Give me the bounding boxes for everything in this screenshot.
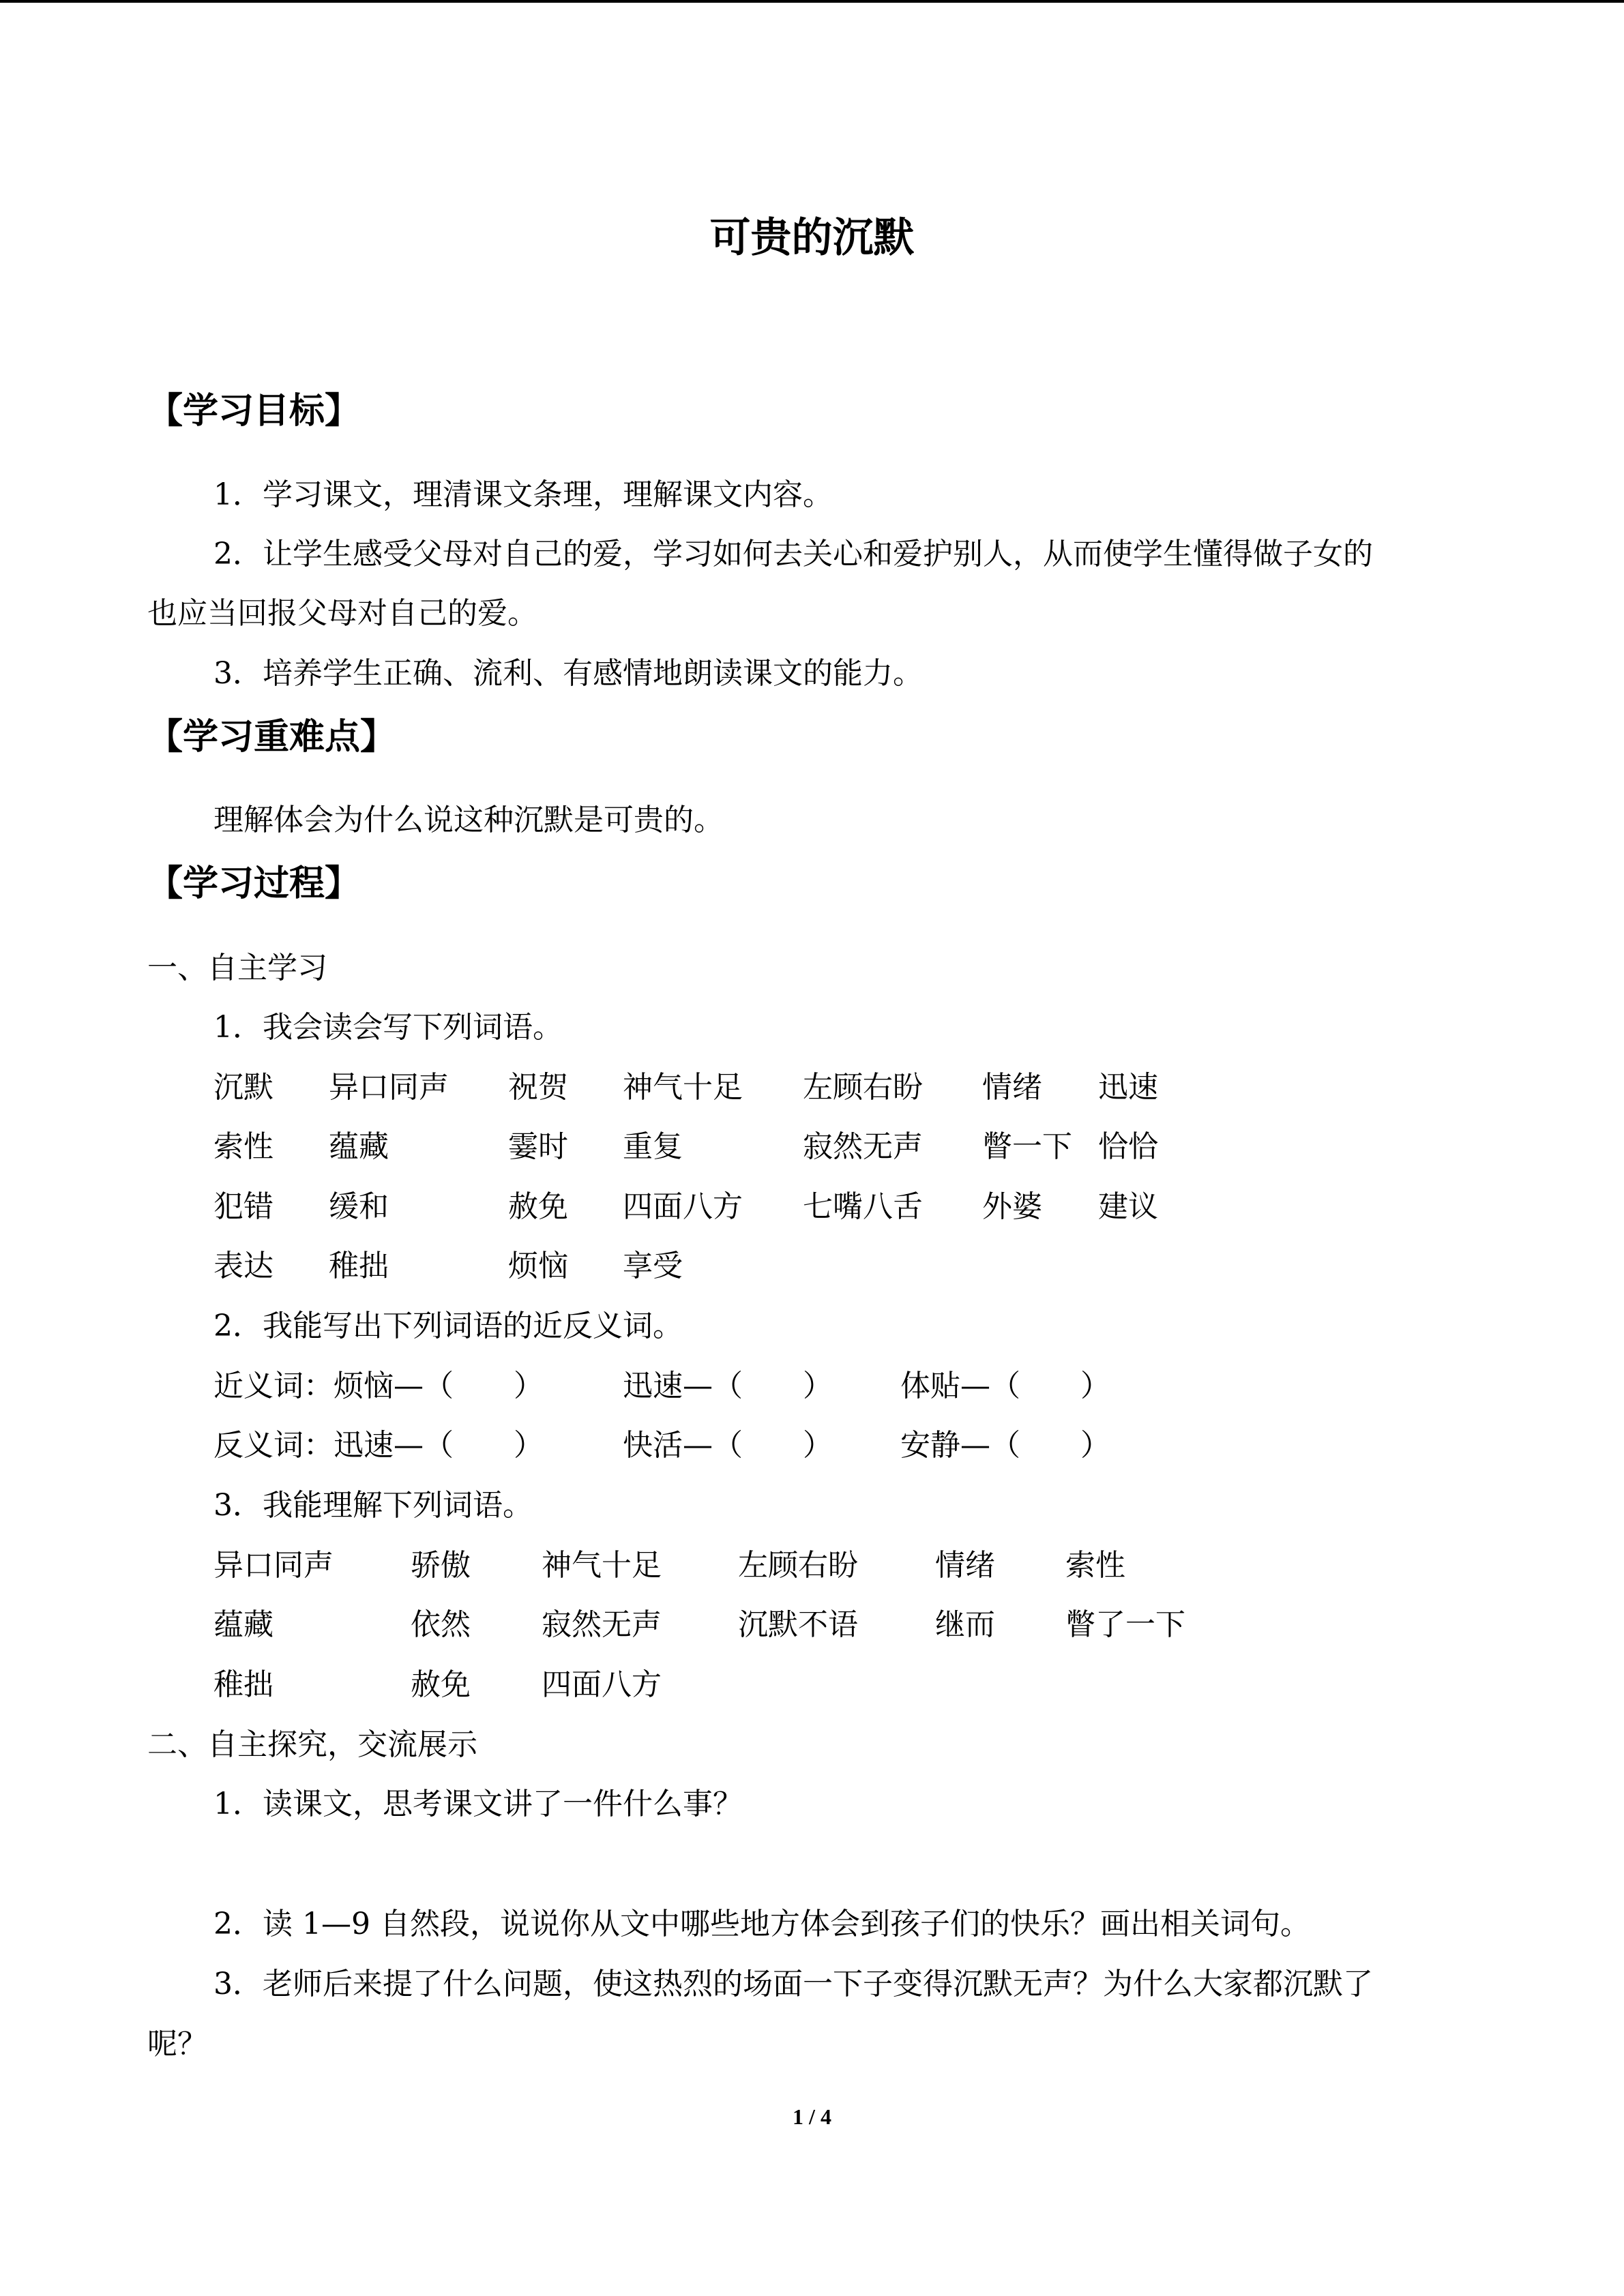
vocab-word: 左顾右盼 bbox=[803, 1070, 923, 1105]
antonym-item: 快活—（ ） bbox=[623, 1428, 833, 1463]
vocab-word: 缓和 bbox=[329, 1189, 389, 1224]
vocab-word: 享受 bbox=[623, 1249, 683, 1283]
vocab-word: 建议 bbox=[1098, 1189, 1158, 1224]
section-heading-process: 【学习过程】 bbox=[147, 863, 361, 904]
vocab-word: 烦恼 bbox=[508, 1249, 568, 1283]
vocab-word: 重复 bbox=[623, 1129, 683, 1164]
key-points-text: 理解体会为什么说这种沉默是可贵的。 bbox=[213, 803, 724, 837]
understand-word: 神气十足 bbox=[542, 1548, 662, 1583]
part2-question-3: 3．老师后来提了什么问题，使这热烈的场面一下子变得沉默无声？为什么大家都沉默了 bbox=[213, 1967, 1373, 2001]
understand-word: 赦免 bbox=[411, 1667, 471, 1702]
vocab-word: 四面八方 bbox=[623, 1189, 743, 1224]
vocab-word: 异口同声 bbox=[329, 1070, 449, 1105]
document-title: 可贵的沉默 bbox=[709, 214, 915, 262]
understand-word: 依然 bbox=[411, 1607, 471, 1642]
vocab-word: 神气十足 bbox=[623, 1070, 743, 1105]
section-heading-key-points: 【学习重难点】 bbox=[147, 717, 396, 758]
synonym-row bbox=[0, 1369, 1624, 1410]
vocab-word: 寂然无声 bbox=[803, 1129, 923, 1164]
page-top-border bbox=[0, 0, 1624, 3]
vocab-word: 恰恰 bbox=[1098, 1129, 1158, 1164]
understand-word: 继而 bbox=[935, 1607, 995, 1642]
antonym-item: 反义词：迅速—（ ） bbox=[213, 1428, 544, 1463]
section-heading-goals: 【学习目标】 bbox=[147, 391, 361, 432]
understand-row-3 bbox=[0, 1667, 1624, 1708]
vocab-word: 索性 bbox=[213, 1129, 274, 1164]
vocab-row-1 bbox=[0, 1070, 1624, 1111]
synonym-item: 近义词：烦恼—（ ） bbox=[213, 1369, 544, 1403]
page-number: 1 / 4 bbox=[793, 2104, 831, 2129]
vocab-row-4 bbox=[0, 1249, 1624, 1289]
vocab-word: 沉默 bbox=[213, 1070, 274, 1105]
antonym-row bbox=[0, 1428, 1624, 1469]
understand-word: 骄傲 bbox=[411, 1548, 471, 1583]
understand-word: 沉默不语 bbox=[738, 1607, 858, 1642]
goal-item-1: 1．学习课文，理清课文条理，理解课文内容。 bbox=[213, 477, 833, 512]
vocab-word: 蕴藏 bbox=[329, 1129, 389, 1164]
part2-heading: 二、自主探究，交流展示 bbox=[147, 1727, 477, 1762]
vocab-word: 稚拙 bbox=[329, 1249, 389, 1283]
part2-question-1: 1．读课文，思考课文讲了一件什么事？ bbox=[213, 1787, 743, 1821]
part1-question-2: 2．我能写出下列词语的近反义词。 bbox=[213, 1309, 683, 1343]
part2-question-3-continued: 呢？ bbox=[147, 2027, 207, 2061]
antonym-item: 安静—（ ） bbox=[900, 1428, 1110, 1463]
understand-word: 蕴藏 bbox=[213, 1607, 274, 1642]
vocab-word: 迅速 bbox=[1098, 1070, 1158, 1105]
part1-heading: 一、自主学习 bbox=[147, 951, 327, 985]
understand-word: 稚拙 bbox=[213, 1667, 274, 1702]
part1-question-1: 1．我会读会写下列词语。 bbox=[213, 1010, 563, 1045]
vocab-word: 情绪 bbox=[982, 1070, 1042, 1105]
vocab-word: 赦免 bbox=[508, 1189, 568, 1224]
vocab-row-3 bbox=[0, 1189, 1624, 1230]
understand-word: 四面八方 bbox=[542, 1667, 662, 1702]
synonym-item: 迅速—（ ） bbox=[623, 1369, 833, 1403]
understand-word: 情绪 bbox=[935, 1548, 995, 1583]
part2-question-2: 2．读 1—9 自然段，说说你从文中哪些地方体会到孩子们的快乐？画出相关词句。 bbox=[213, 1907, 1310, 1941]
vocab-word: 祝贺 bbox=[508, 1070, 568, 1105]
goal-item-2-continued: 也应当回报父母对自己的爱。 bbox=[147, 596, 537, 631]
goal-item-2: 2．让学生感受父母对自己的爱，学习如何去关心和爱护别人，从而使学生懂得做子女的 bbox=[213, 537, 1373, 571]
vocab-word: 外婆 bbox=[982, 1189, 1042, 1224]
vocab-row-2 bbox=[0, 1129, 1624, 1170]
understand-word: 左顾右盼 bbox=[738, 1548, 858, 1583]
understand-word: 索性 bbox=[1065, 1548, 1125, 1583]
understand-word: 瞥了一下 bbox=[1065, 1607, 1185, 1642]
synonym-item: 体贴—（ ） bbox=[900, 1369, 1110, 1403]
vocab-word: 七嘴八舌 bbox=[803, 1189, 923, 1224]
understand-word: 寂然无声 bbox=[542, 1607, 662, 1642]
vocab-word: 表达 bbox=[213, 1249, 274, 1283]
understand-word: 异口同声 bbox=[213, 1548, 334, 1583]
goal-item-3: 3．培养学生正确、流利、有感情地朗读课文的能力。 bbox=[213, 656, 923, 691]
understand-row-1 bbox=[0, 1548, 1624, 1589]
vocab-word: 霎时 bbox=[508, 1129, 568, 1164]
vocab-word: 瞥一下 bbox=[982, 1129, 1072, 1164]
understand-row-2 bbox=[0, 1607, 1624, 1648]
vocab-word: 犯错 bbox=[213, 1189, 274, 1224]
part1-question-3: 3．我能理解下列词语。 bbox=[213, 1488, 533, 1523]
